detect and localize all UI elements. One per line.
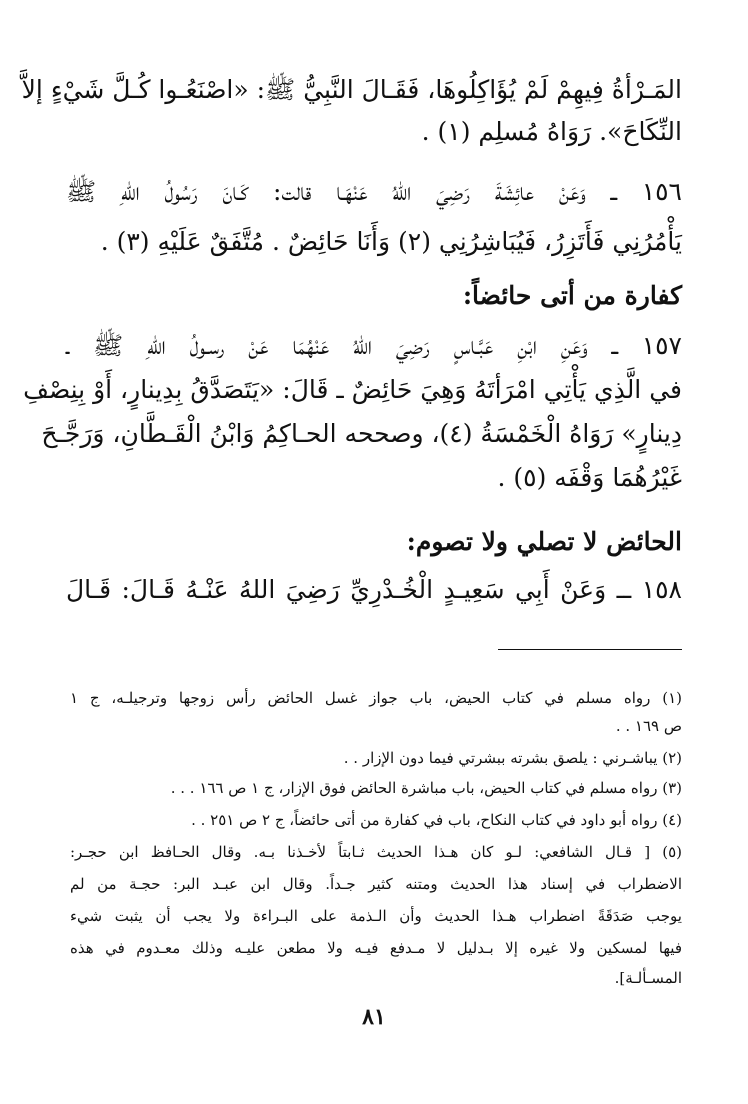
footnote-4: (٤) رواه أبو داود في كتاب النكاح، باب في كفارة من أتى حائضاً، ج ٢ ص ٢٥١ . . [191, 811, 682, 829]
hadith-157-line-4: غَيْرُهُمَا وَقْفَه (٥) . [497, 463, 682, 492]
hadith-156-line-2: يَأْمُرُنِي فَأَتَزِرُ، فَيُبَاشِرُنِي (٢) وَأَنَا حَائِضٌ . مُتَّفَقٌ عَلَيْهِ (٣) . [100, 227, 682, 256]
hadith-156-line-1: ١٥٦ ــ وَعَنْ عائِشَةَ رَضِيَ اللهُ عَنْهَـا قالت: كَـانَ رَسُولُ اللهِ ﷺ [66, 177, 682, 206]
footnote-1-line-2: ص ١٦٩ . . [615, 717, 682, 735]
section-heading-expiation: كفارة من أتى حائضاً: [462, 281, 682, 310]
hadith-158-line-1: ١٥٨ ــ وَعَنْ أَبِي سَعِيـدٍ الْخُـدْرِيِّ رَضِيَ اللهُ عَنْـهُ قَـالَ: قَـالَ [66, 575, 682, 604]
footnote-5-line-1: (٥) [ قـال الشافعي: لـو كان هـذا الحديث ثـابتاً لأخـذنا بـه. وقال الحـافظ ابن حجـر: [70, 843, 682, 861]
hadith-157-line-3: دِينارٍ» رَوَاهُ الْخَمْسَةُ (٤)، وصححه الحـاكِمُ وَابْنُ الْقَـطَّانِ، وَرَجَّـحَ [41, 419, 682, 448]
hadith-157-line-1: ١٥٧ ــ وَعَنِ ابْنِ عَبَّـاسٍ رَضِيَ اللهُ عَنْهُمَا عَنْ رسـولُ اللهِ ﷺ ـ [66, 331, 682, 360]
page-number: ٨١ [362, 1004, 386, 1030]
hadith-157-line-2: في الَّذِي يَأْتِي امْرَأتَهُ وَهِيَ حَائِضٌ ـ قَالَ: «يَتَصَدَّقُ بِدِينارٍ، أَوْ بِنِصْفِ [23, 375, 682, 404]
hadith-155-end-line-1: المَـرْأةُ فِيهِمْ لَمْ يُؤَاكِلُوهَا، فَقَـالَ النَّبِيُّ ﷺ: «اصْنَعُـوا كُـلَّ شَيْءٍ إلاَّ [21, 75, 682, 104]
footnote-5-line-2: الاضطراب في إسناد هذا الحديث ومتنه كثير جـداً. وقال ابن عبـد البر: حجـة من لم [70, 875, 682, 893]
footnote-5-line-5: المسـألـة]. [614, 969, 682, 987]
footnote-1-line-1: (١) رواه مسلم في كتاب الحيض، باب جواز غسل الحائض رأس زوجها وترجيلـه، ج ١ [70, 689, 682, 707]
footnote-separator-rule [498, 649, 682, 650]
footnote-5-line-4: فيها لمسكين ولا غيره إلا بـدليل لا مـدفع فيـه ولا مطعن عليـه وذلك معـدوم في هذه [70, 939, 682, 957]
footnote-2: (٢) يباشـرني : يلصق بشرته ببشرتي فيما دون الإزار . . [343, 749, 682, 767]
section-heading-menstruating-prayer: الحائض لا تصلي ولا تصوم: [406, 527, 682, 556]
hadith-155-end-line-2: النِّكَاحَ». رَوَاهُ مُسلِم (١) . [421, 117, 682, 146]
footnote-3: (٣) رواه مسلم في كتاب الحيض، باب مباشرة الحائض فوق الإزار، ج ١ ص ١٦٦ . . . [170, 779, 682, 797]
footnote-5-line-3: يوجب صَدَقَةً اضطراب هـذا الحديث وأن الـذمة على البـراءة ولا يجب أن يثبت شيء [70, 907, 682, 925]
